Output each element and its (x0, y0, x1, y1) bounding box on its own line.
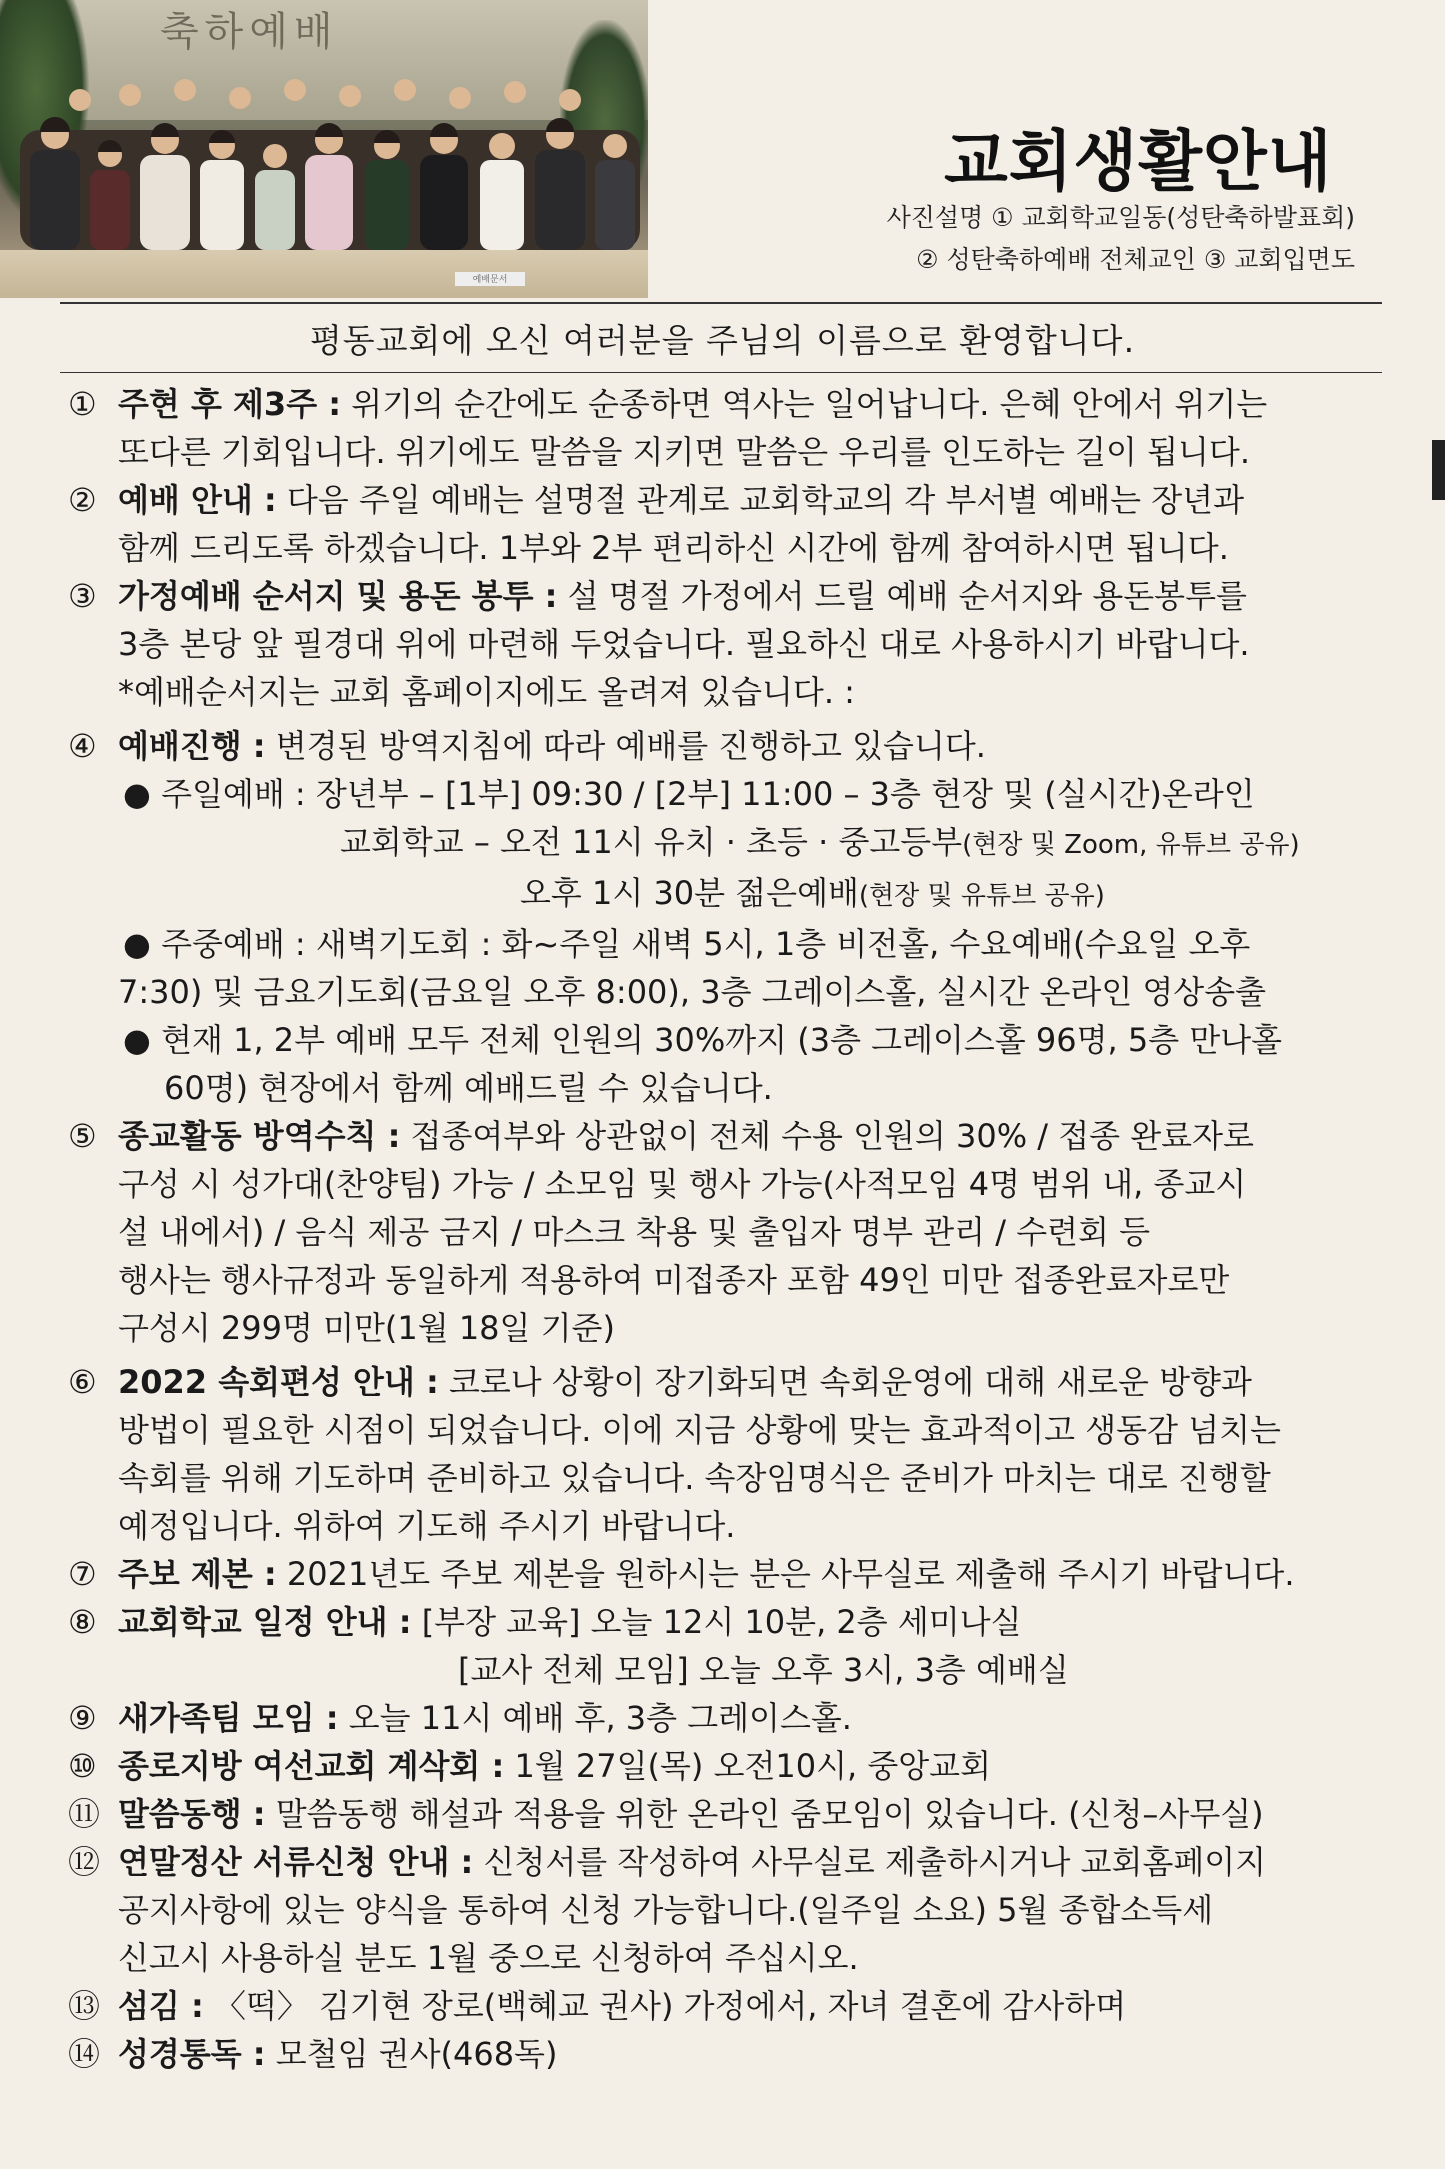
item-number: ⑪ (68, 1795, 101, 1833)
item-text: 〈떡〉 김기현 장로(백혜교 권사) 가정에서, 자녀 결혼에 감사하며 (203, 1987, 1127, 2025)
item-text: 함께 드리도록 하겠습니다. 1부와 2부 편리하신 시간에 함께 참여하시면 됩니다. (118, 529, 1229, 567)
congregation-photo (0, 0, 648, 298)
item-text: 공지사항에 있는 양식을 통하여 신청 가능합니다.(일주일 소요) 5월 종합소득세 (118, 1891, 1214, 1929)
item-heading: 예배진행 : (118, 727, 266, 765)
item-number: ⑨ (68, 1699, 97, 1737)
announcement-item-13 (68, 1982, 1388, 2030)
item-text: 구성시 299명 미만(1월 18일 기준) (118, 1309, 615, 1347)
item-heading: 종로지방 여선교회 계삭회 : (118, 1747, 505, 1785)
item-number: ⑬ (68, 1987, 101, 2025)
item-text: 1월 27일(목) 오전10시, 중앙교회 (504, 1747, 992, 1785)
photo-sign: 예배문서 (455, 272, 525, 286)
photo-caption-line2: ② 성탄축하예배 전체교인 ③ 교회입면도 (916, 245, 1355, 274)
capacity-line: ● 현재 1, 2부 예배 모두 전체 인원의 30%까지 (3층 그레이스홀 96명, 5층 만나홀 (123, 1021, 1283, 1059)
item-text: 속회를 위해 기도하며 준비하고 있습니다. 속장임명식은 준비가 마치는 대로 진행할 (118, 1459, 1271, 1497)
item-text: 접종여부와 상관없이 전체 수용 인원의 30% / 접종 완료자로 (400, 1117, 1254, 1155)
item-heading: 교회학교 일정 안내 : (118, 1603, 412, 1641)
item-text: 변경된 방역지침에 따라 예배를 진행하고 있습니다. (265, 727, 986, 765)
item-text: 구성 시 성가대(찬양팀) 가능 / 소모임 및 행사 가능(사적모임 4명 범위 내, 종교시 (118, 1165, 1247, 1203)
item-text: [교사 전체 모임] 오늘 오후 3시, 3층 예배실 (458, 1651, 1069, 1689)
item-text: 설 내에서) / 음식 제공 금지 / 마스크 착용 및 출입자 명부 관리 / 수련회 등 (118, 1213, 1151, 1251)
weekday-service-line2: 7:30) 및 금요기도회(금요일 오후 8:00), 3층 그레이스홀, 실시간 온라인 영상송출 (118, 973, 1267, 1011)
announcement-item-9 (68, 1694, 1388, 1742)
church-school-text: 교회학교 – 오전 11시 유치 · 초등 · 중고등부 (340, 823, 963, 861)
item-number: ⑤ (68, 1117, 97, 1155)
item-text: 방법이 필요한 시점이 되었습니다. 이에 지금 상황에 맞는 효과적이고 생동감 넘치는 (118, 1411, 1281, 1449)
item-number: ⑦ (68, 1555, 97, 1593)
announcement-item-2 (68, 476, 1388, 572)
item-number: ⑭ (68, 2035, 101, 2073)
photo-caption-line1: 사진설명 ① 교회학교일동(성탄축하발표회) (886, 203, 1355, 232)
announcement-item-14 (68, 2030, 1388, 2078)
announcement-item-11 (68, 1790, 1388, 1838)
item-heading: 말씀동행 : (118, 1795, 266, 1833)
announcement-item-3 (68, 572, 1388, 716)
page-edge-mark (1432, 440, 1445, 500)
item-text: 설 명절 가정에서 드릴 예배 순서지와 용돈봉투를 (557, 577, 1247, 615)
young-service-note: (현장 및 유튜브 공유) (858, 881, 1105, 911)
announcement-list (68, 380, 1388, 2078)
item-number: ⑧ (68, 1603, 97, 1641)
church-school-note: (현장 및 Zoom, 유튜브 공유) (962, 830, 1300, 860)
item-heading: 가정예배 순서지 및 용돈 봉투 : (118, 577, 558, 615)
item-text: 코로나 상황이 장기화되면 속회운영에 대해 새로운 방향과 (438, 1363, 1252, 1401)
announcement-item-12 (68, 1838, 1388, 1982)
item-text: *예배순서지는 교회 홈페이지에도 올려져 있습니다. : (118, 673, 855, 711)
item-text: 신고시 사용하실 분도 1월 중으로 신청하여 주십시오. (118, 1939, 859, 1977)
item-heading: 예배 안내 : (118, 481, 277, 519)
item-heading: 주보 제본 : (118, 1555, 277, 1593)
announcement-item-10 (68, 1742, 1388, 1790)
item-heading: 연말정산 서류신청 안내 : (118, 1843, 474, 1881)
item-text: 행사는 행사규정과 동일하게 적용하여 미접종자 포함 49인 미만 접종완료자로만 (118, 1261, 1230, 1299)
item-text: 2021년도 주보 제본을 원하시는 분은 사무실로 제출해 주시기 바랍니다. (276, 1555, 1295, 1593)
item-number: ⑩ (68, 1747, 97, 1785)
announcement-item-5 (68, 1112, 1388, 1352)
item-text: 3층 본당 앞 필경대 위에 마련해 두었습니다. 필요하신 대로 사용하시기 바랍니다. (118, 625, 1250, 663)
item-number: ⑫ (68, 1843, 101, 1881)
item-text: 신청서를 작성하여 사무실로 제출하시거나 교회홈페이지 (473, 1843, 1267, 1881)
item-text: 오늘 11시 예배 후, 3층 그레이스홀. (338, 1699, 852, 1737)
item-number: ③ (68, 577, 97, 615)
item-heading: 새가족팀 모임 : (118, 1699, 339, 1737)
sunday-service-line: ● 주일예배 : 장년부 – [1부] 09:30 / [2부] 11:00 – 3층 현장 및 (실시간)온라인 (123, 775, 1255, 813)
divider-bottom (60, 372, 1382, 373)
item-text: 말씀동행 해설과 적용을 위한 온라인 줌모임이 있습니다. (신청–사무실) (265, 1795, 1264, 1833)
item-number: ① (68, 385, 97, 423)
announcement-item-7 (68, 1550, 1388, 1598)
young-service-text: 오후 1시 30분 젊은예배 (520, 874, 859, 912)
photo-wall-text: 축하예배 (160, 9, 339, 55)
young-service-line (68, 869, 1388, 920)
page-title: 교회생활안내 (944, 123, 1333, 200)
photo-crowd (20, 60, 640, 260)
item-heading: 주현 후 제3주 : (118, 385, 342, 423)
item-text: 예정입니다. 위하여 기도해 주시기 바랍니다. (118, 1507, 736, 1545)
item-text: 다음 주일 예배는 설명절 관계로 교회학교의 각 부서별 예배는 장년과 (276, 481, 1244, 519)
announcement-item-8 (68, 1598, 1388, 1694)
weekday-service-line: ● 주중예배 : 새벽기도회 : 화~주일 새벽 5시, 1층 비전홀, 수요예배(수요일 오후 (123, 925, 1251, 963)
capacity-line2: 60명) 현장에서 함께 예배드릴 수 있습니다. (164, 1069, 773, 1107)
item-number: ② (68, 481, 97, 519)
item-text: 위기의 순간에도 순종하면 역사는 일어납니다. 은혜 안에서 위기는 (341, 385, 1268, 423)
announcement-item-6 (68, 1358, 1388, 1550)
item-number: ④ (68, 727, 97, 765)
announcement-item-1 (68, 380, 1388, 476)
welcome-message: 평동교회에 오신 여러분을 주님의 이름으로 환영합니다. (309, 321, 1136, 360)
item-text: 모철임 권사(468독) (265, 2035, 558, 2073)
item-text: 또다른 기회입니다. 위기에도 말씀을 지키면 말씀은 우리를 인도하는 길이 됩니다. (118, 433, 1250, 471)
church-school-line (68, 818, 1388, 869)
item-heading: 2022 속회편성 안내 : (118, 1363, 439, 1401)
item-number: ⑥ (68, 1363, 97, 1401)
item-heading: 성경통독 : (118, 2035, 266, 2073)
divider-top (60, 302, 1382, 304)
item-heading: 종교활동 방역수칙 : (118, 1117, 401, 1155)
announcement-item-4 (68, 722, 1388, 1112)
item-text: [부장 교육] 오늘 12시 10분, 2층 세미나실 (411, 1603, 1022, 1641)
item-heading: 섬김 : (118, 1987, 204, 2025)
